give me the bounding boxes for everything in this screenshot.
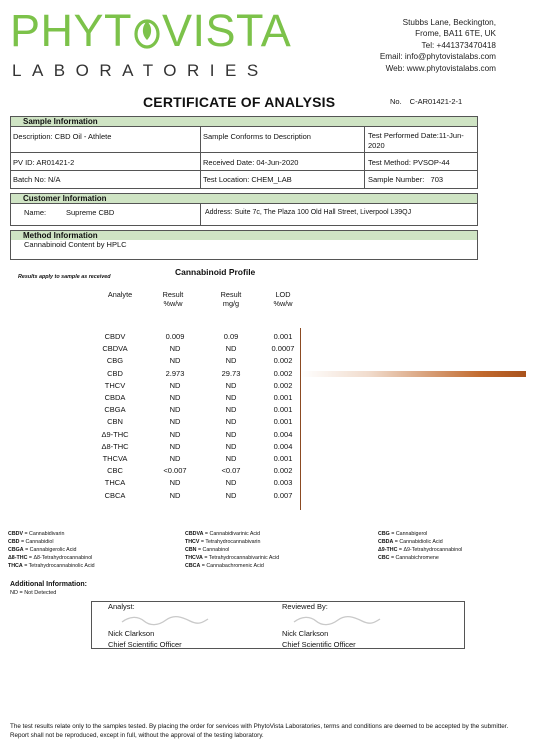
legend-item: CBDA = Cannabidiolic Acid [378, 539, 443, 546]
lod-cell: 0.004 [273, 429, 293, 439]
divider [10, 170, 478, 171]
page-title: CERTIFICATE OF ANALYSIS [143, 94, 336, 110]
result-percent-cell: 0.009 [165, 332, 185, 341]
lab-address [380, 17, 496, 74]
divider [364, 126, 365, 189]
result-mg-cell: ND [225, 429, 237, 439]
column-header-line: Result [162, 290, 184, 299]
reviewer-title: Chief Scientific Officer [282, 640, 356, 649]
lod-cell: 0.002 [273, 368, 293, 378]
additional-info-text: ND = Not Detected [10, 590, 57, 596]
analyte-cell: THCV [104, 380, 126, 390]
column-header-line: LOD [275, 290, 291, 299]
result-percent-cell: ND [169, 454, 181, 463]
analyte-cell: CBD [107, 368, 123, 378]
legend-item: CBDVA = Cannabidivarinic Acid [185, 531, 261, 537]
result-percent-cell: ND [169, 429, 181, 439]
lod-cell: 0.0007 [271, 344, 295, 354]
column-header-line: mg/g [222, 299, 240, 308]
analyte-cell: CBGA [104, 405, 126, 415]
logo-wordmark [10, 6, 291, 56]
reviewer-label: Reviewed By: [282, 602, 328, 611]
legend-item: CBG = Cannabigerol [378, 531, 428, 537]
result-mg-cell: ND [225, 417, 237, 427]
analyte-cell: CBN [107, 417, 123, 427]
legend-item: CBC = Cannabichromene [378, 555, 439, 562]
analyst-block [108, 628, 182, 650]
result-mg-cell: ND [225, 344, 237, 354]
sample-number [368, 175, 443, 185]
analyte-cell: Δ8-THC [101, 441, 129, 451]
reviewer-block [282, 628, 356, 650]
lod-cell: 0.001 [273, 454, 293, 463]
test-performed-date [368, 131, 464, 151]
divider [200, 203, 201, 226]
legend-column-3 [378, 530, 462, 562]
result-mg-cell: ND [225, 405, 237, 415]
result-mg-cell: 0.09 [223, 332, 239, 341]
received-date: Received Date: 04-Jun-2020 [203, 158, 299, 167]
column-header-analyte: Analyte [107, 290, 133, 299]
batch-number: Batch No: N/A [13, 175, 61, 184]
test-date-line: Test Performed Date:11-Jun- [368, 131, 464, 140]
method-info-heading: Method Information [10, 230, 478, 240]
column-header-result-percent [158, 290, 188, 308]
customer-info-heading: Customer Information [10, 193, 478, 203]
address-line: Stubbs Lane, Beckington, [402, 18, 496, 27]
lod-cell: 0.001 [273, 393, 293, 402]
legend-item: Δ9-THC = Δ9-Tetrahydrocannabinol [378, 547, 463, 554]
column-header-line: %w/w [273, 299, 293, 308]
legend-item: CBGA = Cannabigerolic Acid [8, 547, 77, 554]
sample-number-value: 703 [430, 175, 444, 184]
lod-cell: 0.002 [273, 466, 293, 476]
cbd-result-bar [301, 371, 526, 377]
footer-disclaimer: The test results relate only to the samples tested. By placing the order for services with PhytoVista Laboratories, terms and conditions are deemed to be accepted by the submitter. Report shall not be reproduced, except in full, without the approval of the testing laboratory. [10, 723, 509, 740]
result-mg-cell: <0.07 [221, 466, 241, 476]
test-date-line: 2020 [368, 141, 385, 150]
certificate-number-value: C-AR01421-2-1 [409, 97, 463, 106]
divider [10, 152, 478, 153]
sample-description: Description: CBD Oil - Athlete [13, 132, 112, 141]
profile-title: Cannabinoid Profile [175, 267, 256, 277]
customer-name: Supreme CBD [66, 208, 115, 217]
result-percent-cell: ND [169, 344, 181, 354]
result-mg-cell: ND [225, 356, 237, 366]
analyst-title: Chief Scientific Officer [108, 640, 182, 649]
result-mg-cell: ND [225, 393, 237, 402]
address-phone: Tel: +441373470418 [421, 40, 496, 50]
company-logo [10, 5, 292, 84]
result-mg-cell: ND [225, 478, 237, 488]
result-percent-cell: ND [169, 417, 181, 427]
certificate-number-label: No. [390, 97, 402, 106]
address-email: Email: info@phytovistalabs.com [379, 52, 496, 62]
reviewer-name: Nick Clarkson [282, 629, 329, 638]
result-percent-cell: ND [169, 393, 181, 402]
result-percent-cell: ND [169, 490, 181, 500]
address-web: Web: www.phytovistalabs.com [385, 63, 496, 73]
logo-word-right: VISTA [162, 5, 292, 56]
legend-item: CBN = Cannabinol [185, 547, 230, 554]
analyst-name: Nick Clarkson [108, 629, 155, 638]
result-mg-cell: ND [225, 490, 237, 500]
analyte-cell: THCA [104, 478, 126, 488]
analyte-cell: CBCA [104, 490, 126, 500]
analyst-label: Analyst: [108, 602, 135, 611]
sample-info-heading: Sample Information [10, 116, 478, 126]
lod-cell: 0.001 [273, 332, 293, 341]
analyte-cell: CBC [107, 466, 123, 476]
legend-item: THCVA = Tetrahydrocannabivarinic Acid [185, 555, 280, 562]
column-header-lod [268, 290, 298, 308]
legend-column-1 [8, 530, 95, 570]
analyte-cell: CBDVA [102, 344, 128, 354]
logo-subtitle: LABORATORIES [12, 61, 269, 80]
customer-name-label: Name: [24, 208, 47, 217]
lod-cell: 0.004 [273, 441, 293, 451]
customer-address: Address: Suite 7c, The Plaza 100 Old Hall Street, Liverpool L39QJ [205, 209, 412, 216]
analyte-cell: THCVA [102, 454, 128, 463]
lod-cell: 0.002 [273, 380, 293, 390]
analyte-cell: CBDV [104, 332, 126, 341]
leaf-icon [134, 15, 160, 49]
pv-id: PV ID: AR01421-2 [13, 158, 75, 167]
results-note: Results apply to sample as received [18, 274, 111, 280]
result-mg-cell: ND [225, 454, 237, 463]
column-header-line: Result [220, 290, 242, 299]
result-mg-cell: ND [225, 441, 237, 451]
lod-cell: 0.001 [273, 405, 293, 415]
divider [200, 126, 201, 189]
column-header-result-mg [216, 290, 246, 308]
legend-item: CBD = Cannabidiol [8, 539, 54, 546]
lod-cell: 0.002 [273, 356, 293, 366]
result-mg-cell: 29.73 [221, 368, 241, 378]
result-mg-cell: ND [225, 380, 237, 390]
analyte-cell: Δ9-THC [101, 429, 129, 439]
legend-item: THCV = Tetrahydrocannabivarin [185, 539, 261, 546]
sample-conforms: Sample Conforms to Description [203, 132, 311, 141]
result-percent-cell: ND [169, 380, 181, 390]
legend-item: CBDV = Cannabidivarin [8, 531, 65, 537]
analyte-cell: CBDA [104, 393, 126, 402]
lod-cell: 0.001 [273, 417, 293, 427]
test-location: Test Location: CHEM_LAB [203, 175, 292, 184]
legend-item: Δ8-THC = Δ8-Tetrahydrocannabinol [8, 555, 93, 562]
result-percent-cell: ND [169, 405, 181, 415]
result-percent-cell: <0.007 [163, 466, 187, 476]
certificate-number [390, 97, 462, 106]
sample-number-label: Sample Number: [368, 175, 425, 184]
legend-column-2 [185, 530, 279, 570]
legend-item: THCA = Tetrahydrocannabinolic Acid [8, 563, 95, 570]
result-percent-cell: ND [169, 478, 181, 488]
result-percent-cell: ND [169, 356, 181, 366]
address-line: Frome, BA11 6TE, UK [415, 29, 496, 39]
additional-info-heading: Additional Information: [10, 581, 87, 588]
lod-cell: 0.003 [273, 478, 293, 488]
method-text: Cannabinoid Content by HPLC [24, 240, 127, 249]
analyte-cell: CBG [106, 356, 124, 366]
legend-item: CBCA = Cannabachromenic Acid [185, 563, 264, 570]
result-percent-cell: 2.973 [165, 368, 185, 378]
column-header-line: %w/w [163, 299, 183, 308]
test-method: Test Method: PVSOP-44 [368, 158, 450, 167]
logo-word-left: PHYT [10, 5, 133, 56]
lod-cell: 0.007 [273, 490, 293, 500]
result-percent-cell: ND [169, 441, 181, 451]
